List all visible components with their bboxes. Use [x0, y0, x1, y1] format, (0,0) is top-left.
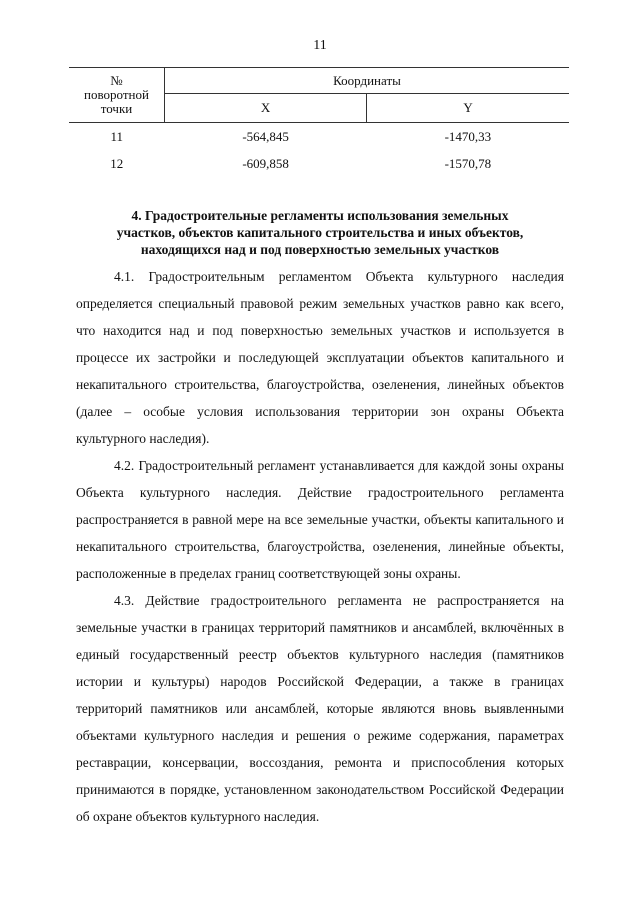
cell-x: -564,845 [242, 128, 289, 144]
header-number-line-3: точки [100, 101, 133, 116]
section-title-line-2: участков, объектов капитального строительства и иных объектов, [116, 225, 524, 240]
paragraph-4-1: 4.1. Градостроительным регламентом Объекта культурного наследия определяется специальный правовой режим земельных участков равно как всего, что находится над и под поверхностью земельных участков и используется в процессе их застройки и последующей эксплуатации объектов капитального и некапитального строительства, благоустройства, озеленения, линейных объектов (далее – особые условия использования территории зон охраны Объекта культурного наследия). [76, 269, 564, 446]
header-number-line-1: № [110, 73, 123, 88]
cell-y: -1570,78 [444, 155, 492, 171]
section-body [76, 263, 564, 830]
cell-y: -1470,33 [444, 128, 492, 144]
page-number: 11 [313, 38, 327, 53]
paragraph-4-2: 4.2. Градостроительный регламент устанавливается для каждой зоны охраны Объекта культурного наследия. Действие градостроительного регламента распространяется в равной мере на все земельные участки, объекты капитального и некапитального строительства, благоустройства, озеленения, линейные объекты, расположенные в пределах границ соответствующей зоны охраны. [76, 458, 564, 581]
cell-x: -609,858 [242, 155, 289, 171]
header-point-number [69, 68, 165, 123]
header-number-line-2: поворотной [84, 87, 149, 102]
coordinates-table [69, 67, 569, 177]
header-x: X [165, 94, 367, 123]
header-y: Y [367, 94, 569, 123]
cell-point: 11 [110, 128, 124, 144]
table-row [69, 150, 569, 177]
section-title-line-3: находящихся над и под поверхностью земельных участков [140, 242, 500, 257]
paragraph-4-3: 4.3. Действие градостроительного регламента не распространяется на земельные участки в границах территорий памятников и ансамблей, включённых в единый государственный реестр объектов культурного наследия (памятников истории и культуры) народов Российской Федерации, а также в границах территорий памятников или ансамблей, которые являются вновь выявленными объектами культурного наследия и решения о режиме содержания, параметрах реставрации, консервации, воссоздания, ремонта и приспособления которых принимаются в порядке, установленном законодательством Российской Федерации об охране объектов культурного наследия. [76, 593, 564, 824]
header-coordinates: Координаты [165, 68, 570, 94]
table-row [69, 123, 569, 151]
cell-point: 12 [110, 155, 124, 171]
section-title-line-1: 4. Градостроительные регламенты использования земельных [131, 208, 509, 223]
section-title [80, 207, 560, 258]
